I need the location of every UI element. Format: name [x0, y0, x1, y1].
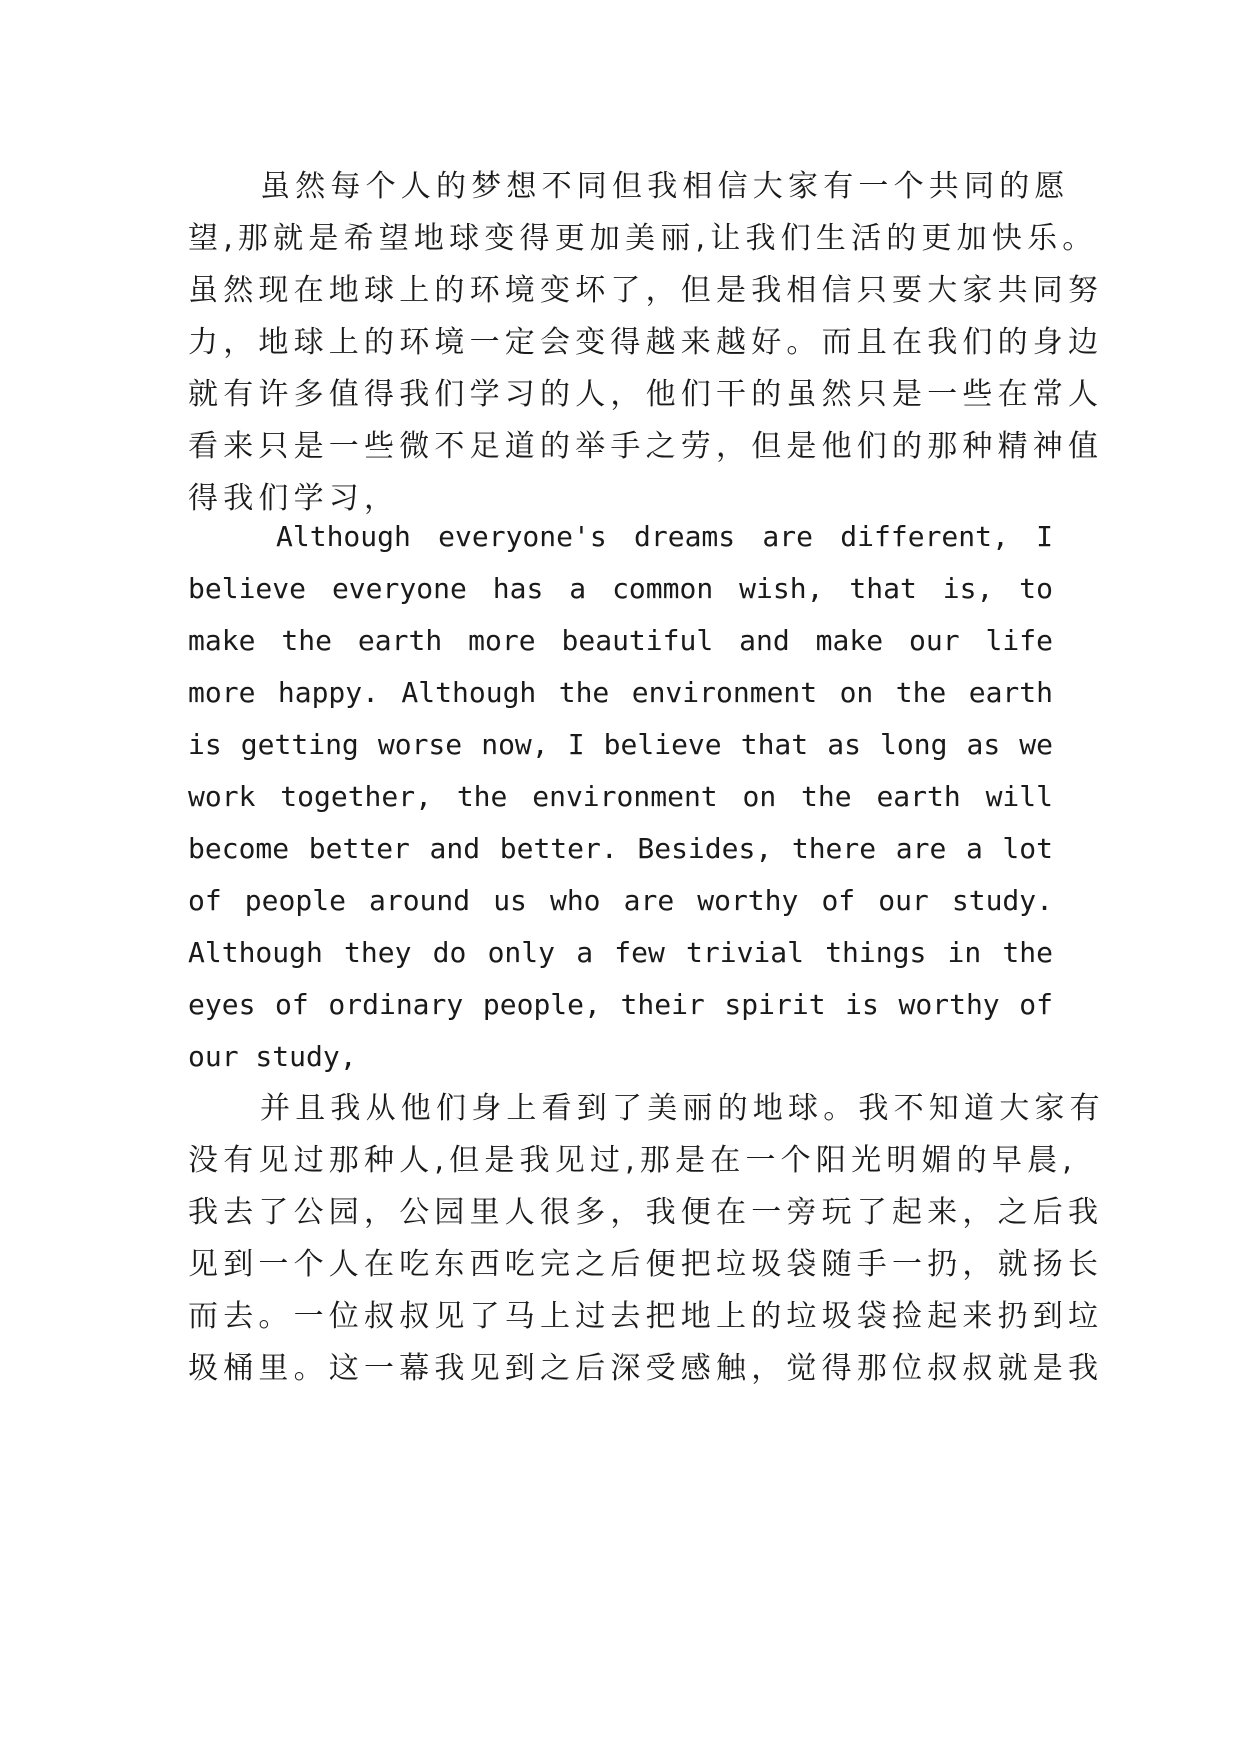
paragraph-line: become better and better. Besides, there are a lot	[188, 832, 1053, 865]
paragraph-line: 就有许多值得我们学习的人，他们干的虽然只是一些在常人	[188, 377, 1104, 412]
paragraph-line: 而去。一位叔叔见了马上过去把地上的垃圾袋捡起来扔到垃	[188, 1299, 1104, 1334]
paragraph-line: believe everyone has a common wish, that is, to	[188, 572, 1053, 605]
paragraph-line: our study,	[188, 1040, 357, 1073]
paragraph-line: 见到一个人在吃东西吃完之后便把垃圾袋随手一扔，就扬长	[188, 1247, 1104, 1282]
paragraph-line: 虽然现在地球上的环境变坏了，但是我相信只要大家共同努	[188, 273, 1104, 308]
paragraph-line: eyes of ordinary people, their spirit is worthy of	[188, 988, 1053, 1021]
paragraph-line: 圾桶里。这一幕我见到之后深受感触，觉得那位叔叔就是我	[188, 1351, 1104, 1386]
paragraph-line: 并且我从他们身上看到了美丽的地球。我不知道大家有	[260, 1091, 1105, 1126]
paragraph-line: 我去了公园，公园里人很多，我便在一旁玩了起来，之后我	[188, 1195, 1104, 1230]
paragraph-line: 没有见过那种人,但是我见过,那是在一个阳光明媚的早晨,	[188, 1143, 1078, 1178]
paragraph-line: work together, the environment on the earth will	[188, 780, 1053, 813]
paragraph-line: 看来只是一些微不足道的举手之劳，但是他们的那种精神值	[188, 429, 1104, 464]
paragraph-line: Although they do only a few trivial things in the	[188, 936, 1053, 969]
paragraph-line: 望,那就是希望地球变得更加美丽,让我们生活的更加快乐。	[188, 221, 1098, 256]
paragraph-line: more happy. Although the environment on the earth	[188, 676, 1053, 709]
paragraph-line: 得我们学习，	[188, 481, 400, 516]
paragraph-line: Although everyone's dreams are different, I	[276, 520, 1053, 553]
paragraph-line: of people around us who are worthy of our study.	[188, 884, 1053, 917]
paragraph-line: 力，地球上的环境一定会变得越来越好。而且在我们的身边	[188, 325, 1104, 360]
paragraph-line: 虽然每个人的梦想不同但我相信大家有一个共同的愿	[260, 169, 1070, 204]
paragraph-line: make the earth more beautiful and make our life	[188, 624, 1053, 657]
paragraph-line: is getting worse now, I believe that as long as we	[188, 728, 1053, 761]
